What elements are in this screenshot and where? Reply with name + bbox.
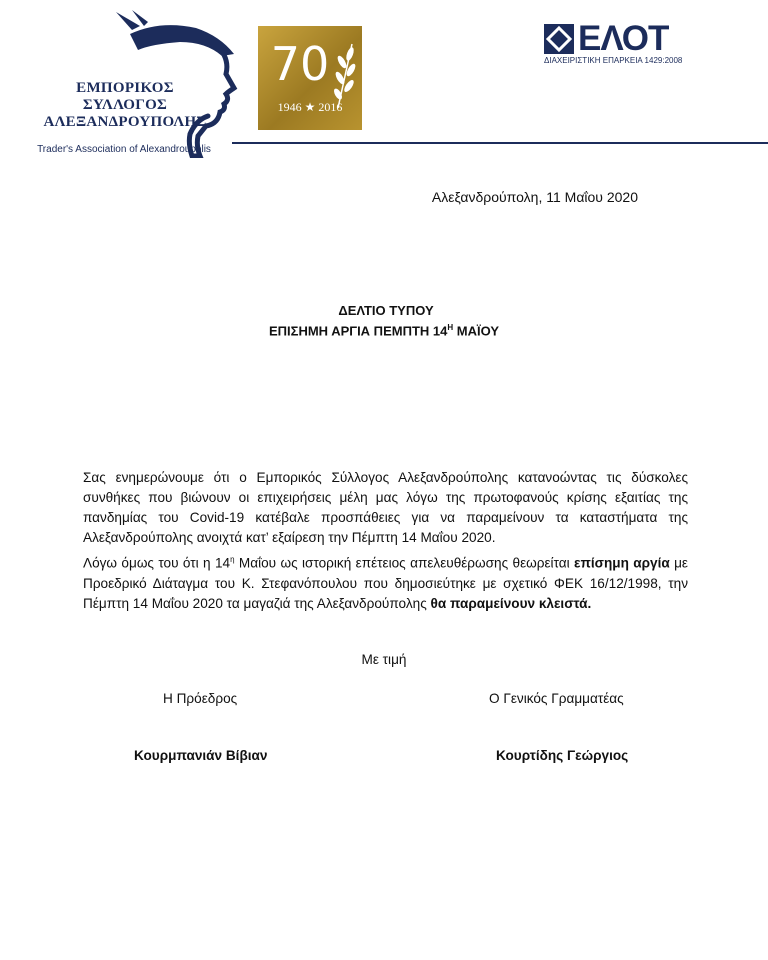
closing: Με τιμή — [361, 652, 407, 667]
paragraph-2-text: Λόγω όμως του ότι η 14 — [83, 555, 231, 571]
paragraph-2-text: με Προεδρικό Διάταγμα του Κ. Στεφανόπουλου που δημοσιεύτηκε με σχετικό ΦΕΚ 16/12/1998, την Πέμπτη 14 Μαΐου 2020 τα μαγαζιά της Αλεξανδρούπολης — [83, 555, 688, 611]
dateline: Αλεξανδρούπολη, 11 Μαΐου 2020 — [431, 189, 638, 205]
paragraph-2-bold: επίσημη αργία — [574, 555, 670, 571]
paragraph-2-text: Μαΐου ως ιστορική επέτειος απελευθέρωσης θεωρείται — [234, 555, 575, 571]
anniversary-badge — [258, 26, 362, 130]
association-name-english: Trader's Association of Alexandroupolis — [37, 144, 211, 155]
anniversary-years: 1946 ★ 2016 — [277, 100, 343, 114]
elot-subtitle: ΔΙΑΧΕΙΡΙΣΤΙΚΗ ΕΠΑΡΚΕΙΑ 1429:2008 — [544, 56, 683, 65]
document-subtitle — [0, 323, 768, 338]
anniversary-number: 70 — [270, 37, 330, 91]
association-name-line: ΣΥΛΛΟΓΟΣ — [82, 97, 168, 113]
association-name-line: ΕΜΠΟΡΙΚΟΣ — [76, 80, 174, 96]
header-divider — [232, 142, 768, 144]
signature-role-president: Η Πρόεδρος — [163, 691, 238, 706]
elot-name: ΕΛΟΤ — [578, 19, 669, 58]
document-subtitle-text: ΕΠΙΣΗΜΗ ΑΡΓΙΑ ΠΕΜΠΤΗ 14 — [268, 323, 448, 339]
document-title: ΔΕΛΤΙΟ ΤΥΠΟΥ — [338, 303, 434, 318]
document-subtitle-end: ΜΑΪΟΥ — [453, 323, 500, 339]
signature-role-secretary: Ο Γενικός Γραμματέας — [489, 691, 624, 706]
association-name-line: ΑΛΕΞΑΝΔΡΟΥΠΟΛΗΣ — [43, 114, 207, 130]
paragraph-1: Σας ενημερώνουμε ότι ο Εμπορικός Σύλλογος Αλεξανδρούπολης κατανοώντας τις δύσκολες συνθήκες που βιώνουν οι επιχειρήσεις μέλη μας λόγω της πρωτοφανούς κρίσης εξαιτίας της πανδημίας του Covid-19 κατέβαλε προσπάθειες για να παραμείνουν τα καταστήματα της Αλεξανδρούπολης ανοιχτά κατ’ εξαίρεση την Πέμπτη 14 Μαΐου 2020. — [83, 470, 688, 545]
elot-emblem-icon — [544, 24, 574, 54]
signature-name-secretary: Κουρτίδης Γεώργιος — [496, 748, 629, 763]
paragraph-2-superscript: η — [230, 555, 235, 564]
document-subtitle-superscript: Η — [447, 323, 454, 332]
association-name — [35, 80, 215, 131]
elot-logo — [544, 19, 684, 70]
signature-name-president: Κουρμπανιάν Βίβιαν — [134, 748, 268, 763]
paragraph-2 — [83, 550, 688, 614]
paragraph-2-bold: θα παραμείνουν κλειστά. — [430, 595, 592, 611]
association-logo — [20, 8, 250, 158]
